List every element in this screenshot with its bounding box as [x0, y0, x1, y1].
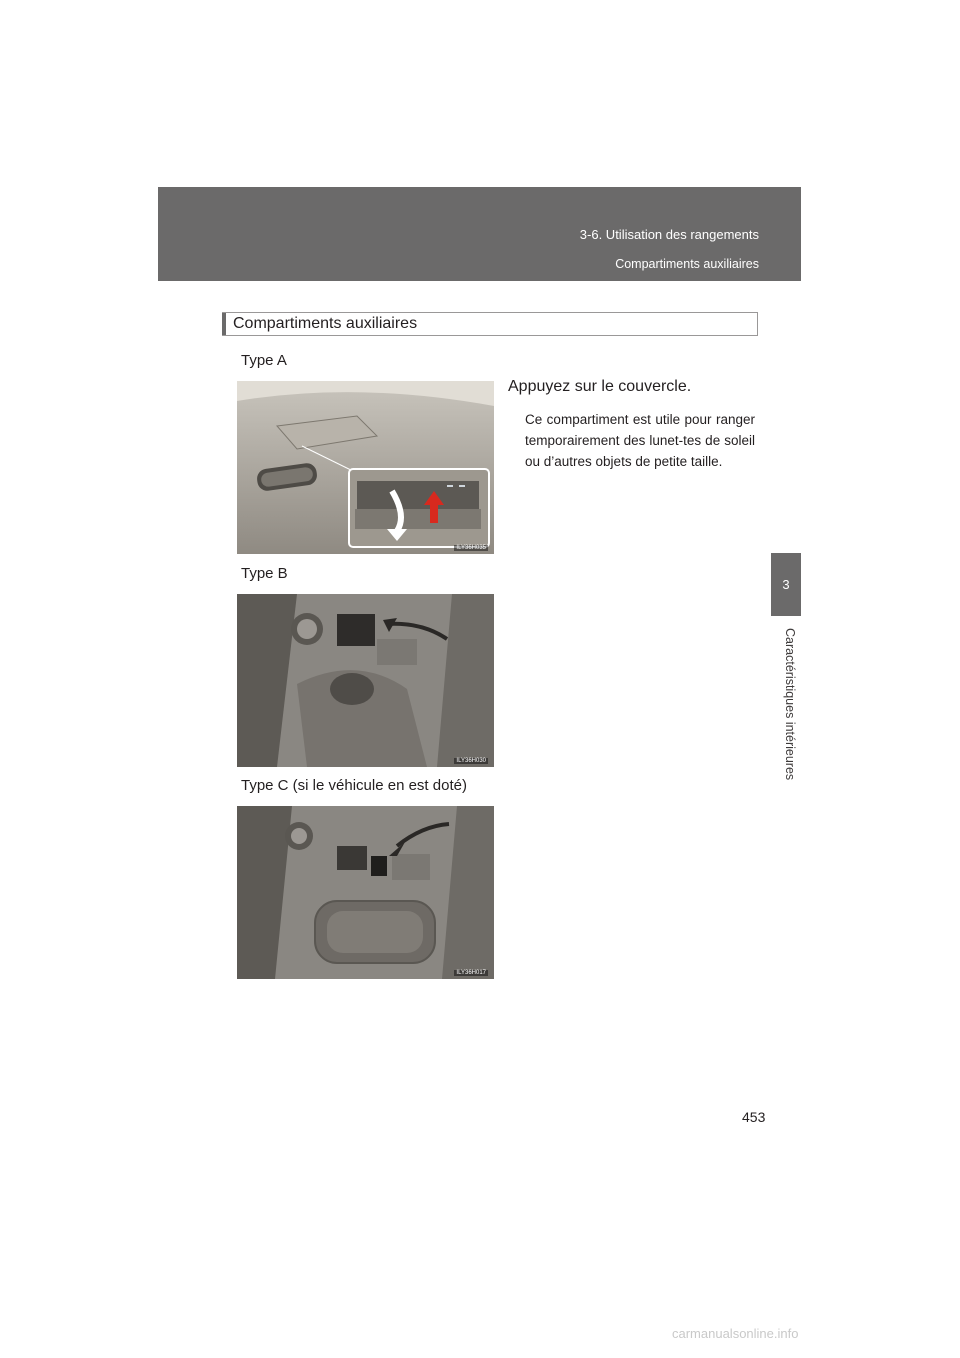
watermark[interactable]: carmanualsonline.info [672, 1326, 799, 1341]
type-a-label: Type A [241, 352, 287, 369]
type-b-photo [237, 594, 494, 767]
header-subsection-title: Compartiments auxiliaires [615, 257, 759, 271]
section-title-box [222, 312, 758, 336]
type-a-photo [237, 381, 494, 554]
overhead-console-illustration [237, 381, 494, 554]
page-number: 453 [742, 1109, 766, 1125]
chapter-label: Caractéristiques intérieures [783, 628, 797, 781]
type-c-label: Type C (si le véhicule en est doté) [241, 777, 467, 794]
center-console-illustration [237, 594, 494, 767]
chapter-number: 3 [782, 577, 790, 592]
header-band [158, 187, 801, 281]
type-c-image-code: ILY36H017 [456, 970, 486, 976]
type-a-image-code: ILY36H035 [456, 545, 486, 551]
type-b-image-code: ILY36H030 [456, 758, 486, 764]
section-title-marker [222, 313, 226, 335]
type-a-description: Ce compartiment est utile pour ranger temporairement des lunet-tes de soleil ou d’autres objets de petite taille. [525, 412, 755, 469]
header-section-title: 3-6. Utilisation des rangements [579, 227, 759, 242]
type-a-instruction: Appuyez sur le couvercle. [508, 378, 692, 395]
type-b-label: Type B [241, 565, 288, 582]
type-c-photo [237, 806, 494, 979]
console-tray-illustration [237, 806, 494, 979]
section-title: Compartiments auxiliaires [233, 315, 418, 332]
chapter-tab [771, 553, 801, 616]
